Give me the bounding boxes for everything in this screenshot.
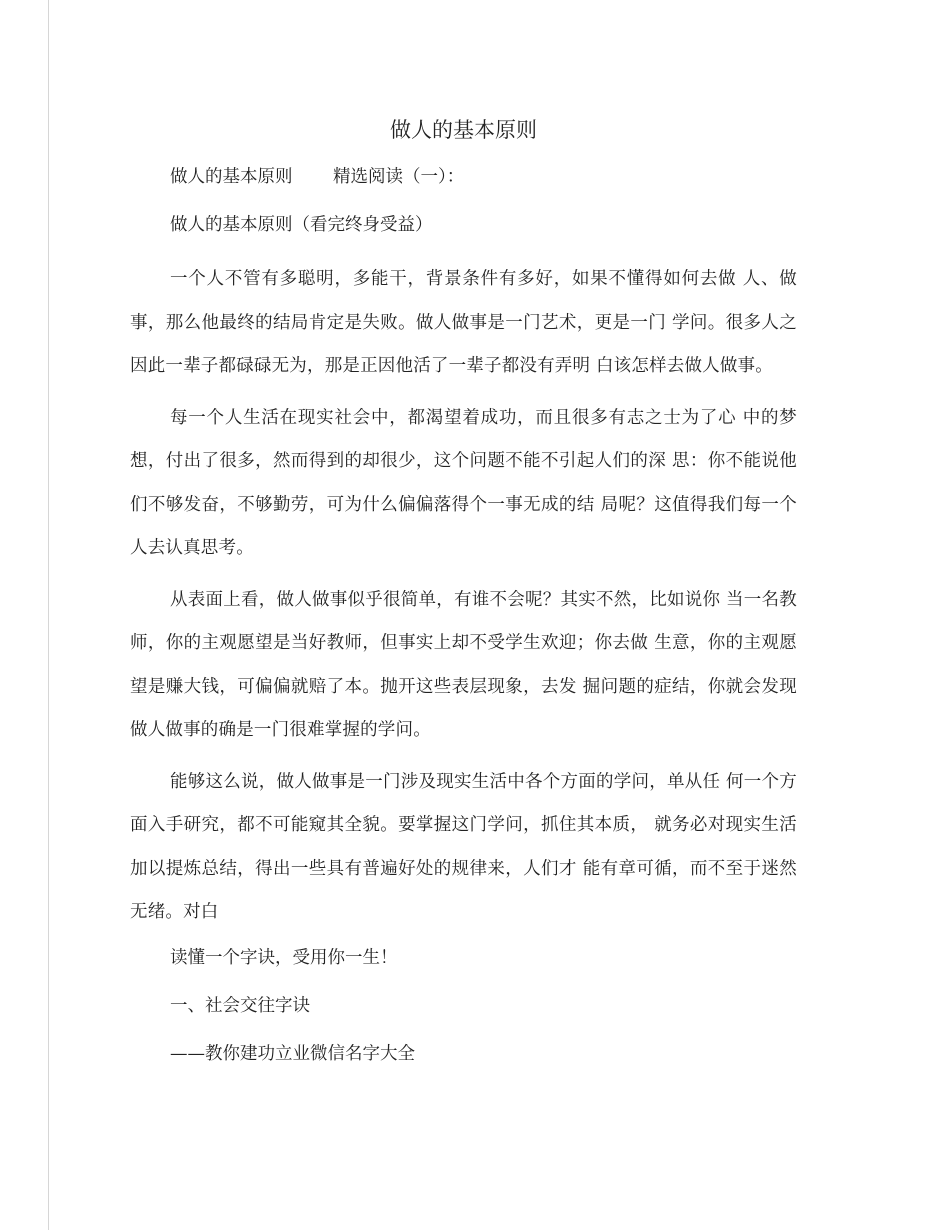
subtitle-line: 做人的基本原则 精选阅读（一）： [170, 167, 465, 187]
document-page [130, 112, 797, 1087]
document-title: 做人的基本原则 [390, 118, 537, 142]
paragraph-1: 一个人不管有多聪明，多能干，背景条件有多好，如果不懂得如何去做 人、做事，那么他最终的结局肯定是失败。做人做事是一门艺术，更是一门 学问。很多人之因此一辈子都碌碌无为，那是正因他活了一辈子都没有弄明 白该怎样去做人做事。 [130, 269, 797, 376]
section-heading: 一、社会交往字诀 [170, 995, 310, 1016]
paragraph-4: 能够这么说，做人做事是一门涉及现实生活中各个方面的学问，单从任 何一个方面入手研究，都不可能窥其全貌。要掌握这门学问，抓住其本质， 就务必对现实生活加以提炼总结，得出一些具有普遍好处的规律来，人们才 能有章可循，而不至于迷然无绪。对白 [130, 771, 797, 922]
section-subheading: ——教你建功立业微信名字大全 [170, 1043, 415, 1064]
subheading: 做人的基本原则（看完终身受益） [170, 215, 433, 235]
motto-line: 读懂一个字诀，受用你一生！ [170, 947, 398, 968]
paragraph-2: 每一个人生活在现实社会中，都渴望着成功，而且很多有志之士为了心 中的梦想，付出了很多，然而得到的却很少，这个问题不能不引起人们的深 思：你不能说他们不够发奋，不够勤劳，可为什么偏偏落得个一事无成的结 局呢？这值得我们每一个人去认真思考。 [130, 407, 797, 558]
page-left-border [48, 0, 49, 1230]
paragraph-3: 从表面上看，做人做事似乎很简单，有谁不会呢？其实不然，比如说你 当一名教师，你的主观愿望是当好教师，但事实上却不受学生欢迎；你去做 生意，你的主观愿望是赚大钱，可偏偏就赔了本。抛开这些表层现象，去发 掘问题的症结，你就会发现做人做事的确是一门很难掌握的学问。 [130, 589, 797, 740]
